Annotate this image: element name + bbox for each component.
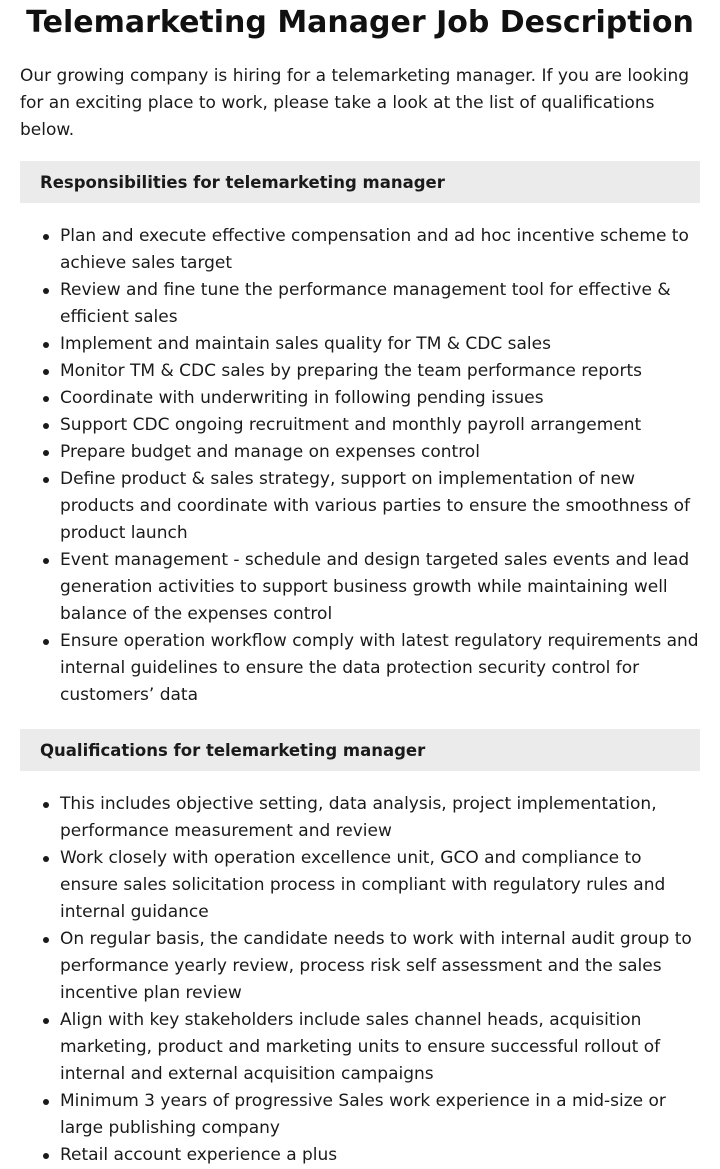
qualifications-heading: Qualifications for telemarketing manager [20,729,700,771]
intro-paragraph: Our growing company is hiring for a telemarketing manager. If you are looking for an exciting place to work, please take a look at the list of qualifications below. [20,66,690,140]
list-item: Ensure operation workflow comply with latest regulatory requirements and internal guidelines to ensure the data protection security control for customers’ data [60,628,700,709]
responsibilities-heading: Responsibilities for telemarketing manager [20,161,700,203]
list-item: Monitor TM & CDC sales by preparing the team performance reports [60,358,700,385]
list-item: This includes objective setting, data analysis, project implementation, performance measurement and review [60,791,700,845]
list-item: Coordinate with underwriting in following pending issues [60,385,700,412]
responsibilities-list [20,223,700,709]
list-item: Review and fine tune the performance management tool for effective & efficient sales [60,277,700,331]
list-item: Define product & sales strategy, support on implementation of new products and coordinate with various parties to ensure the smoothness of product launch [60,466,700,547]
list-item: Event management - schedule and design targeted sales events and lead generation activities to support business growth while maintaining well balance of the expenses control [60,547,700,628]
list-item: Implement and maintain sales quality for TM & CDC sales [60,331,700,358]
list-item: Retail account experience a plus [60,1142,700,1169]
qualifications-list [20,791,700,1169]
list-item: Prepare budget and manage on expenses control [60,439,700,466]
list-item: Support CDC ongoing recruitment and monthly payroll arrangement [60,412,700,439]
list-item: Work closely with operation excellence unit, GCO and compliance to ensure sales solicitation process in compliant with regulatory rules and internal guidance [60,845,700,926]
list-item: Align with key stakeholders include sales channel heads, acquisition marketing, product and marketing units to ensure successful rollout of internal and external acquisition campaigns [60,1007,700,1088]
list-item: Minimum 3 years of progressive Sales work experience in a mid-size or large publishing company [60,1088,700,1142]
list-item: On regular basis, the candidate needs to work with internal audit group to performance yearly review, process risk self assessment and the sales incentive plan review [60,926,700,1007]
list-item: Plan and execute effective compensation and ad hoc incentive scheme to achieve sales target [60,223,700,277]
page-title: Telemarketing Manager Job Description [26,5,694,40]
